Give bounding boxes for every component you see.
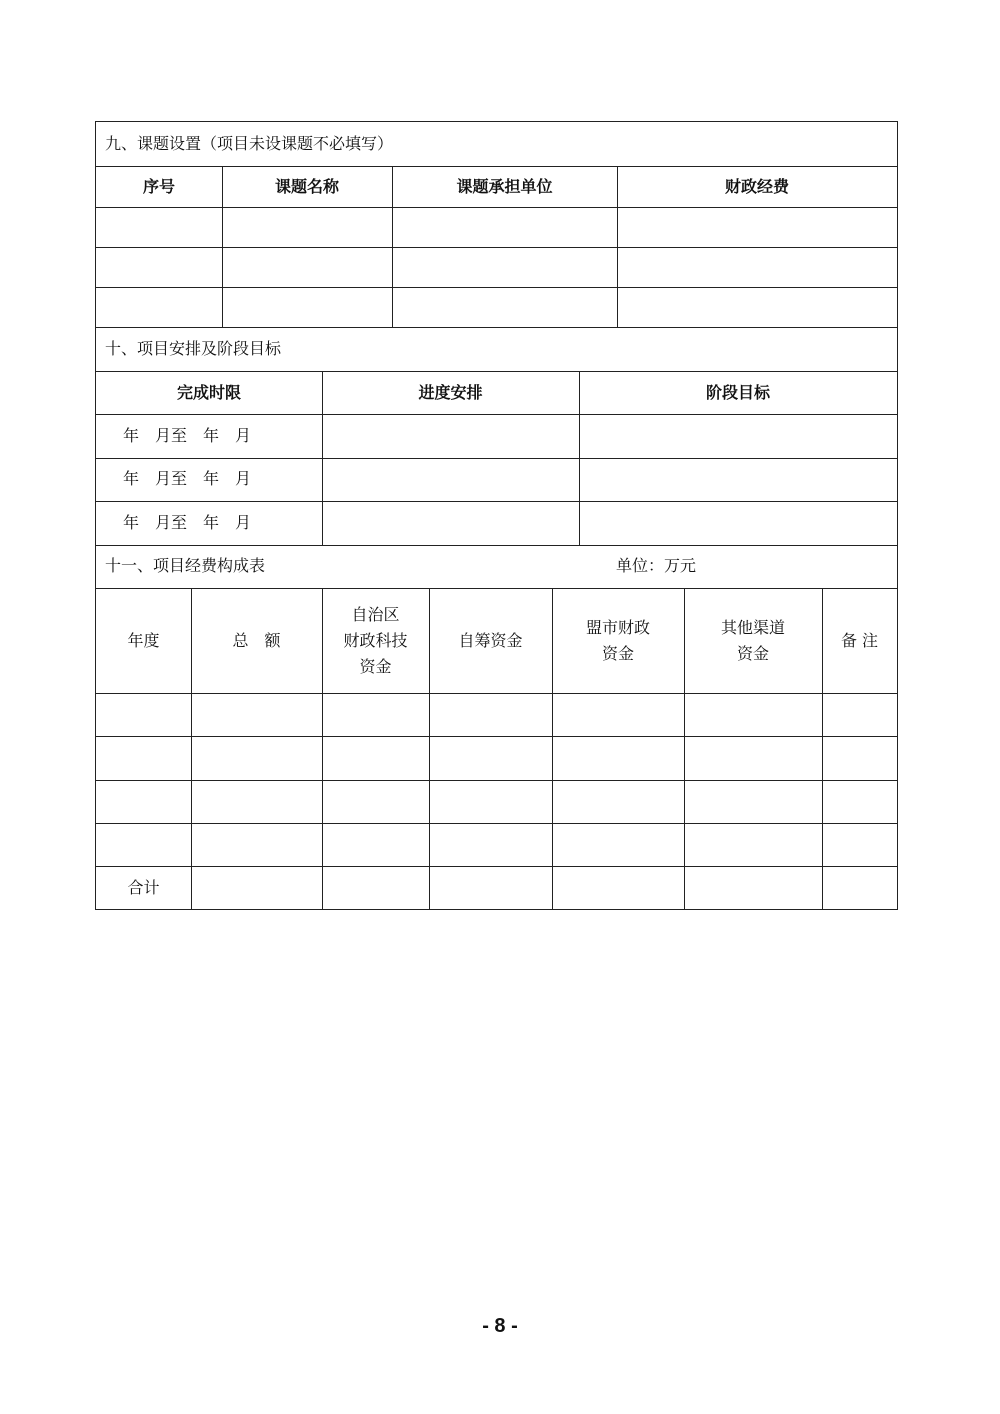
row-divider [96, 327, 897, 328]
unit-label: 单位：万元 [616, 556, 697, 575]
header-other-channel-funds: 其他渠道 资金 [720, 617, 785, 663]
row-divider [96, 207, 897, 208]
header-deadline: 完成时限 [176, 382, 241, 402]
header-regional-funds: 自治区 财政科技 资金 [343, 604, 408, 676]
row-divider [96, 414, 897, 415]
header-remarks: 备 注 [840, 630, 879, 650]
form-table [95, 121, 898, 910]
row-divider [96, 736, 897, 737]
header-topic-name: 课题名称 [274, 176, 339, 196]
row-divider [96, 693, 897, 694]
header-progress-plan: 进度安排 [418, 382, 483, 402]
header-serial: 序号 [142, 176, 175, 196]
row-divider [96, 545, 897, 546]
row-divider [96, 780, 897, 781]
header-stage-goal: 阶段目标 [705, 382, 770, 402]
header-self-raised-funds: 自筹资金 [458, 630, 523, 650]
section11-title: 十一、项目经费构成表 [105, 556, 266, 575]
header-fiscal-funds: 财政经费 [724, 176, 789, 196]
row-divider [96, 247, 897, 248]
row-divider [96, 823, 897, 824]
deadline-cell: 年 月至 年 月 [123, 513, 252, 532]
header-undertaking-unit: 课题承担单位 [456, 176, 553, 196]
section10-title: 十、项目安排及阶段目标 [105, 339, 282, 358]
deadline-cell: 年 月至 年 月 [123, 426, 252, 445]
header-league-city-funds: 盟市财政 资金 [585, 617, 650, 663]
section9-title: 九、课题设置（项目未设课题不必填写） [105, 134, 394, 153]
total-row-label: 合计 [127, 878, 160, 897]
row-divider [96, 287, 897, 288]
row-divider [96, 458, 897, 459]
deadline-cell: 年 月至 年 月 [123, 469, 252, 488]
page-number: - 8 - [482, 1315, 518, 1337]
header-year: 年度 [127, 630, 160, 650]
header-total: 总 额 [232, 630, 281, 650]
row-divider [96, 866, 897, 867]
row-divider [96, 501, 897, 502]
